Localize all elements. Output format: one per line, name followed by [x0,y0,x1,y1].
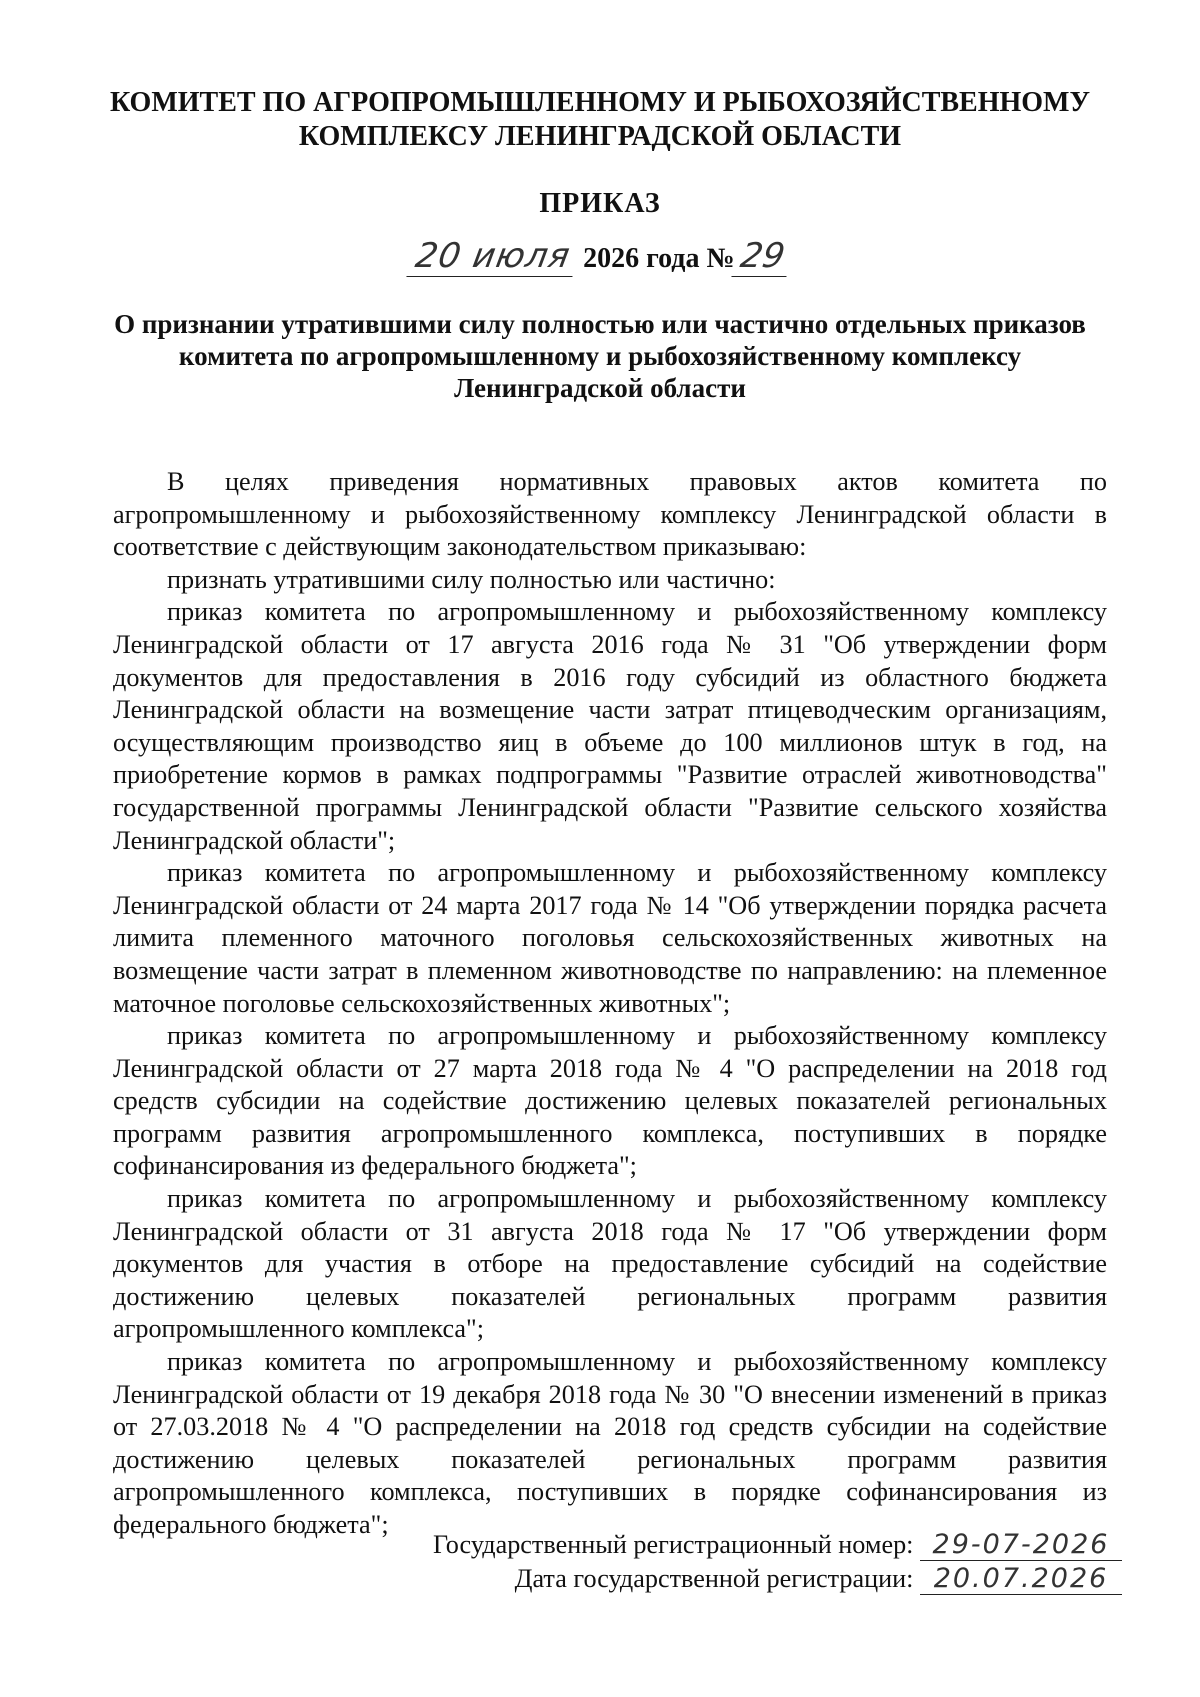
registration-number-value: 29-07-2026 [920,1530,1122,1561]
document-type-heading: ПРИКАЗ [539,188,661,219]
registration-date-label: Дата государственной регистрации: [514,1564,914,1593]
order-date-line [100,236,1100,279]
registration-block [433,1528,1122,1596]
organization-title: КОМИТЕТ ПО АГРОПРОМЫШЛЕННОМУ И РЫБОХОЗЯЙСТВЕННОМУ КОМПЛЕКСУ ЛЕНИНГРАДСКОЙ ОБЛАСТИ [109,87,1091,152]
body-paragraph: приказ комитета по агропромышленному и рыбохозяйственному комплексу Ленинградской области от 31 августа 2018 года № 17 "Об утверждении форм документов для участия в отборе на предоставление субсидий на содействие достижению целевых показателей региональных программ развития агропромышленного комплекса"; [113,1184,1107,1344]
registration-number-label: Государственный регистрационный номер: [432,1530,914,1559]
registration-date-value: 20.07.2026 [920,1564,1122,1595]
body-paragraph: приказ комитета по агропромышленному и рыбохозяйственному комплексу Ленинградской области от 24 марта 2017 года № 14 "Об утверждении порядка расчета лимита племенного маточного поголовья сельскохозяйственных животных на возмещение части затрат в племенном животноводстве по направлению: на племенное маточное поголовье сельскохозяйственных животных"; [113,858,1107,1018]
body-paragraph: приказ комитета по агропромышленному и рыбохозяйственному комплексу Ленинградской области от 27 марта 2018 года № 4 "О распределении на 2018 год средств субсидии на содействие достижению целевых показателей региональных программ развития агропромышленного комплекса, поступивших в порядке софинансирования из федерального бюджета"; [113,1021,1107,1181]
order-year-label: 2026 года № [583,243,735,274]
order-subject: О признании утратившими силу полностью или частично отдельных приказов комитета по агропромышленному и рыбохозяйственному комплексу Ленинградской области [114,309,1086,403]
registration-number-row [433,1528,1122,1562]
handwritten-date: 20 июля [406,236,579,277]
handwritten-order-number: 29 [731,236,793,277]
body-paragraph: приказ комитета по агропромышленному и рыбохозяйственному комплексу Ленинградской области от 17 августа 2016 года № 31 "Об утверждении форм документов для предоставления в 2016 году субсидий из областного бюджета Ленинградской области на возмещение части затрат птицеводческим организациям, осуществляющим производство яиц в объеме до 100 миллионов штук в год, на приобретение кормов в рамках подпрограммы "Развитие отраслей животноводства" государственной программы Ленинградской области "Развитие сельского хозяйства Ленинградской области"; [113,597,1107,855]
order-body [113,466,1107,1542]
body-paragraph: В целях приведения нормативных правовых актов комитета по агропромышленному и рыбохозяйственному комплексу Ленинградской области в соответствие с действующим законодательством приказываю: [113,467,1107,562]
body-paragraph: приказ комитета по агропромышленному и рыбохозяйственному комплексу Ленинградской области от 19 декабря 2018 года № 30 "О внесении изменений в приказ от 27.03.2018 № 4 "О распределении на 2018 год средств субсидии на содействие достижению целевых показателей региональных программ развития агропромышленного комплекса, поступивших в порядке софинансирования из федерального бюджета"; [113,1347,1107,1539]
registration-date-row [433,1562,1122,1596]
body-paragraph: признать утратившими силу полностью или частично: [167,564,776,594]
